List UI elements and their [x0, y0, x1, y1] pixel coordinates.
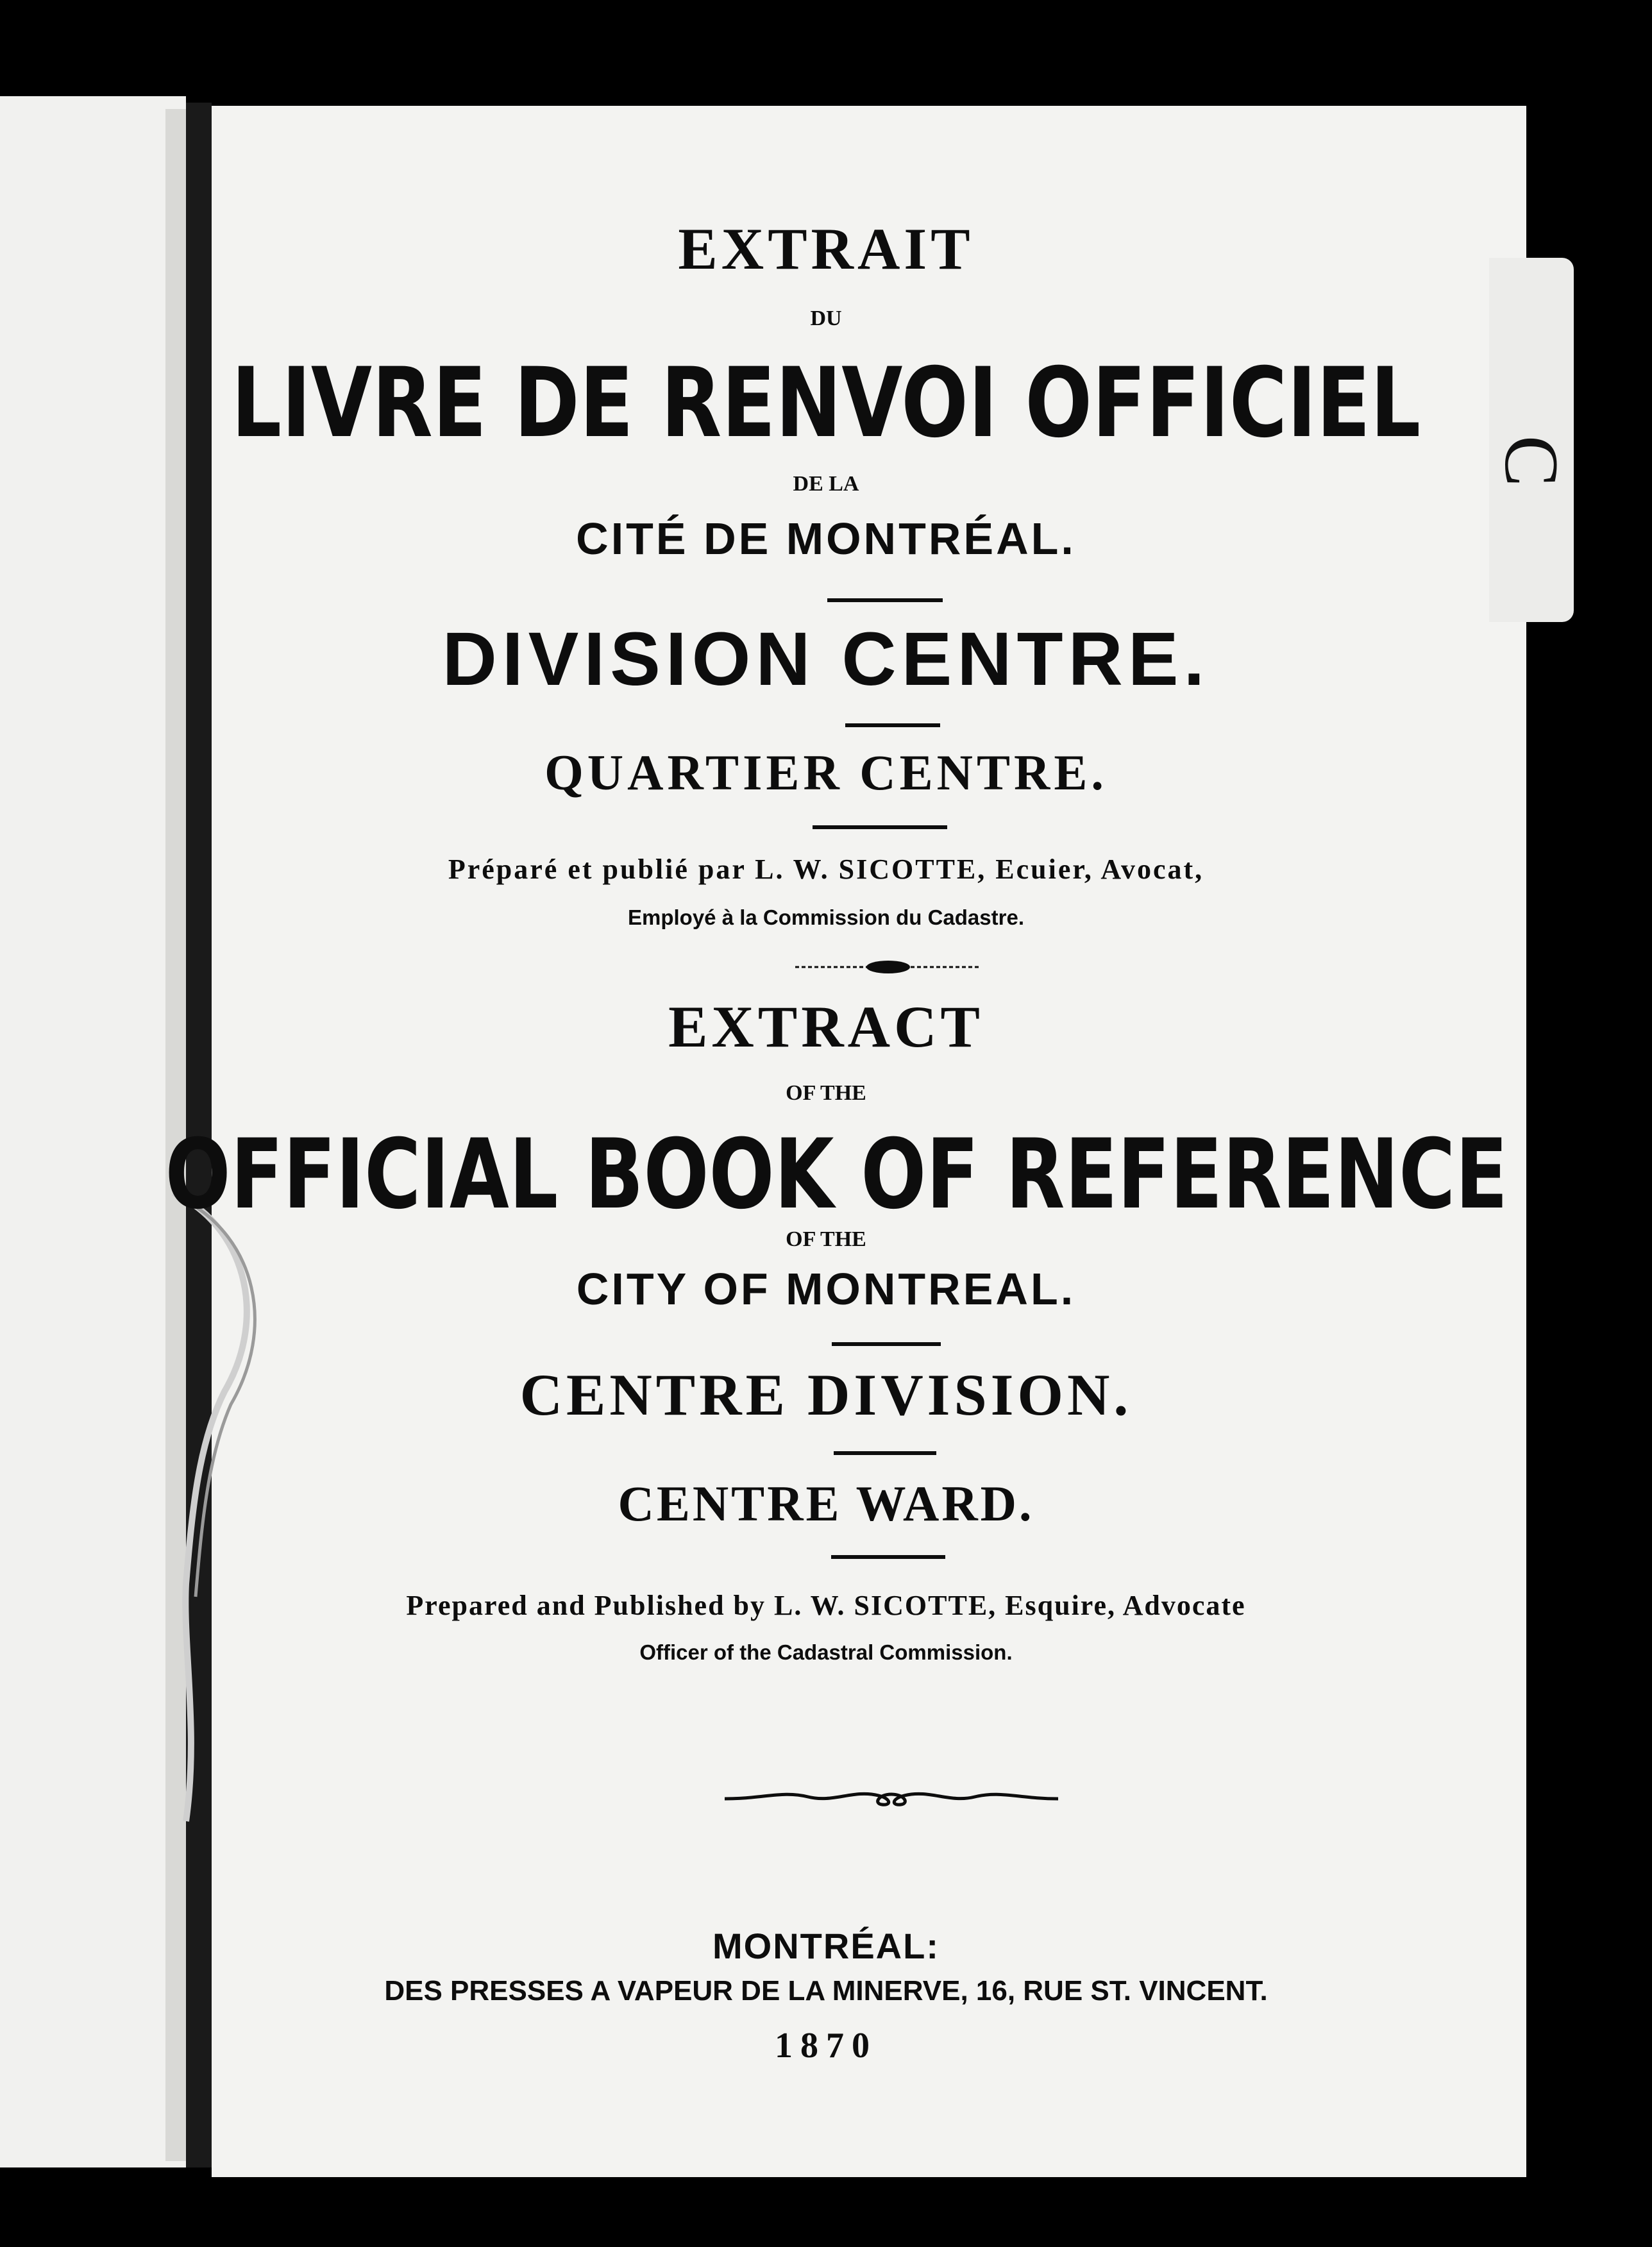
title-livre-de-renvoi: LIVRE DE RENVOI OFFICIEL [231, 348, 1421, 459]
imprint-year: 1870 [775, 2026, 877, 2066]
edge-tab-letter: C [1489, 435, 1575, 487]
title-official-book-of-reference: OFFICIAL BOOK OF REFERENCE [165, 1119, 1508, 1231]
divider-rule [827, 598, 943, 602]
title-city-of-montreal: CITY OF MONTREAL. [576, 1264, 1076, 1314]
english-author-position: Officer of the Cadastral Commission. [639, 1640, 1013, 1664]
title-of-the-2: OF THE [786, 1227, 866, 1251]
title-de-la: DE LA [793, 472, 859, 496]
divider-rule [831, 1555, 945, 1559]
french-author-position: Employé à la Commission du Cadastre. [627, 905, 1024, 929]
heading-quartier-centre: QUARTIER CENTRE. [544, 745, 1108, 800]
divider-rule [845, 723, 940, 727]
heading-centre-ward: CENTRE WARD. [618, 1476, 1034, 1531]
divider-rule [832, 1342, 941, 1346]
heading-division-centre: DIVISION CENTRE. [442, 617, 1210, 702]
ornament-divider [795, 958, 981, 976]
divider-rule [834, 1451, 936, 1455]
english-author-line: Prepared and Published by L. W. SICOTTE, Esquire, Advocate [406, 1590, 1246, 1621]
title-extract: EXTRACT [668, 994, 984, 1059]
flourish-ornament [725, 1783, 1058, 1815]
title-of-the: OF THE [786, 1081, 866, 1105]
imprint-printer: DES PRESSES A VAPEUR DE LA MINERVE, 16, RUE ST. VINCENT. [384, 1975, 1268, 2007]
imprint-city: MONTRÉAL: [712, 1926, 940, 1966]
french-author-line: Préparé et publié par L. W. SICOTTE, Ecuier, Avocat, [448, 854, 1204, 885]
title-extrait: EXTRAIT [678, 216, 974, 282]
divider-rule [813, 825, 947, 829]
heading-centre-division: CENTRE DIVISION. [519, 1362, 1133, 1427]
title-du: DU [810, 307, 842, 330]
title-cite-de-montreal: CITÉ DE MONTRÉAL. [576, 514, 1076, 564]
